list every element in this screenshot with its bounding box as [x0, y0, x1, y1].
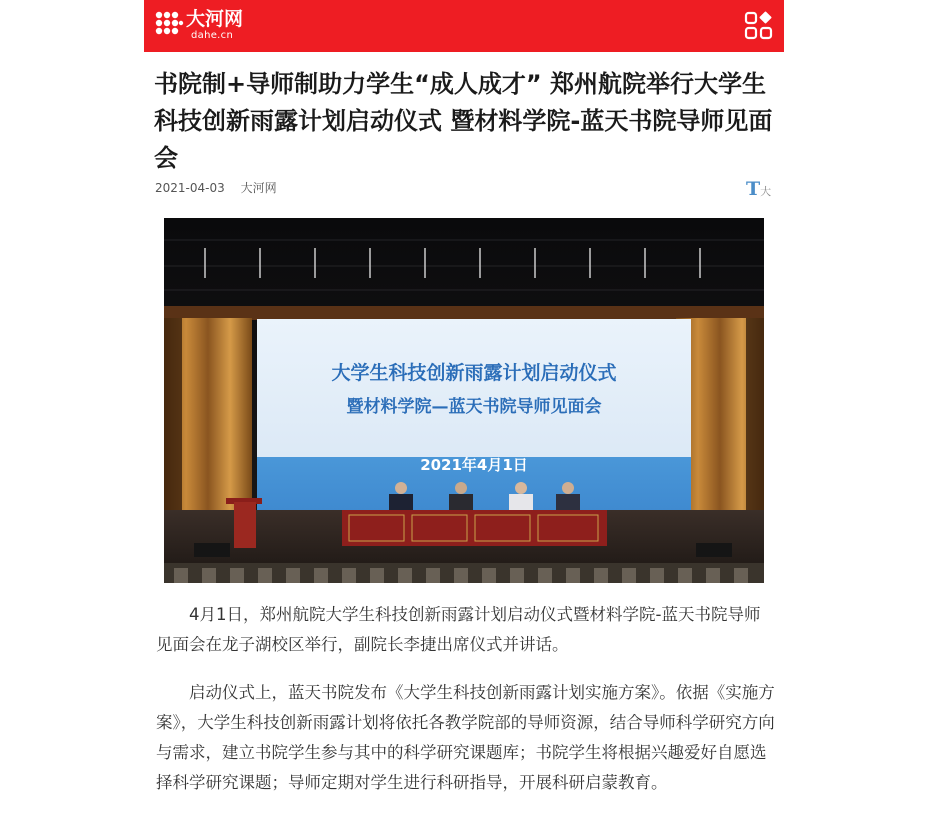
mobile-page — [144, 0, 784, 836]
font-size-small-label: 大 — [760, 185, 772, 198]
font-size-toggle[interactable] — [746, 178, 776, 200]
font-size-big-letter: T — [746, 178, 761, 200]
article-photo — [164, 218, 764, 583]
logo-dots-icon — [154, 10, 184, 40]
article-meta — [155, 180, 277, 196]
article-paragraph: 启动仪式上，蓝天书院发布《大学生科技创新雨露计划实施方案》。依据《实施方案》，大学生科技创新雨露计划将依托各教学院部的导师资源，结合导师科学研究方向与需求，建立书院学生参与其中的科学研究课题库；书院学生将根据兴趣爱好自愿选择科学研究课题；导师定期对学生进行科研指导，开展科研启蒙教育。 — [156, 683, 775, 792]
logo-domain: dahe.cn — [191, 30, 234, 41]
screen-date: 2021年4月1日 — [420, 456, 528, 474]
site-header — [144, 0, 784, 52]
logo-text: 大河网 — [186, 8, 244, 30]
article-title: 书院制+导师制助力学生“成人成才” 郑州航院举行大学生科技创新雨露计划启动仪式 暨材料学院-蓝天书院导师见面会 — [154, 70, 773, 172]
grid-menu-icon[interactable] — [744, 11, 774, 41]
publish-date: 2021-04-03 — [155, 181, 225, 195]
screen-title-line2: 暨材料学院—蓝天书院导师见面会 — [346, 397, 602, 417]
site-logo[interactable] — [154, 8, 264, 44]
screen-title-line1: 大学生科技创新雨露计划启动仪式 — [331, 362, 617, 384]
article-source: 大河网 — [240, 181, 277, 195]
article-paragraph: 4月1日，郑州航院大学生科技创新雨露计划启动仪式暨材料学院-蓝天书院导师见面会在龙子湖校区举行，副院长李捷出席仪式并讲话。 — [156, 605, 761, 654]
